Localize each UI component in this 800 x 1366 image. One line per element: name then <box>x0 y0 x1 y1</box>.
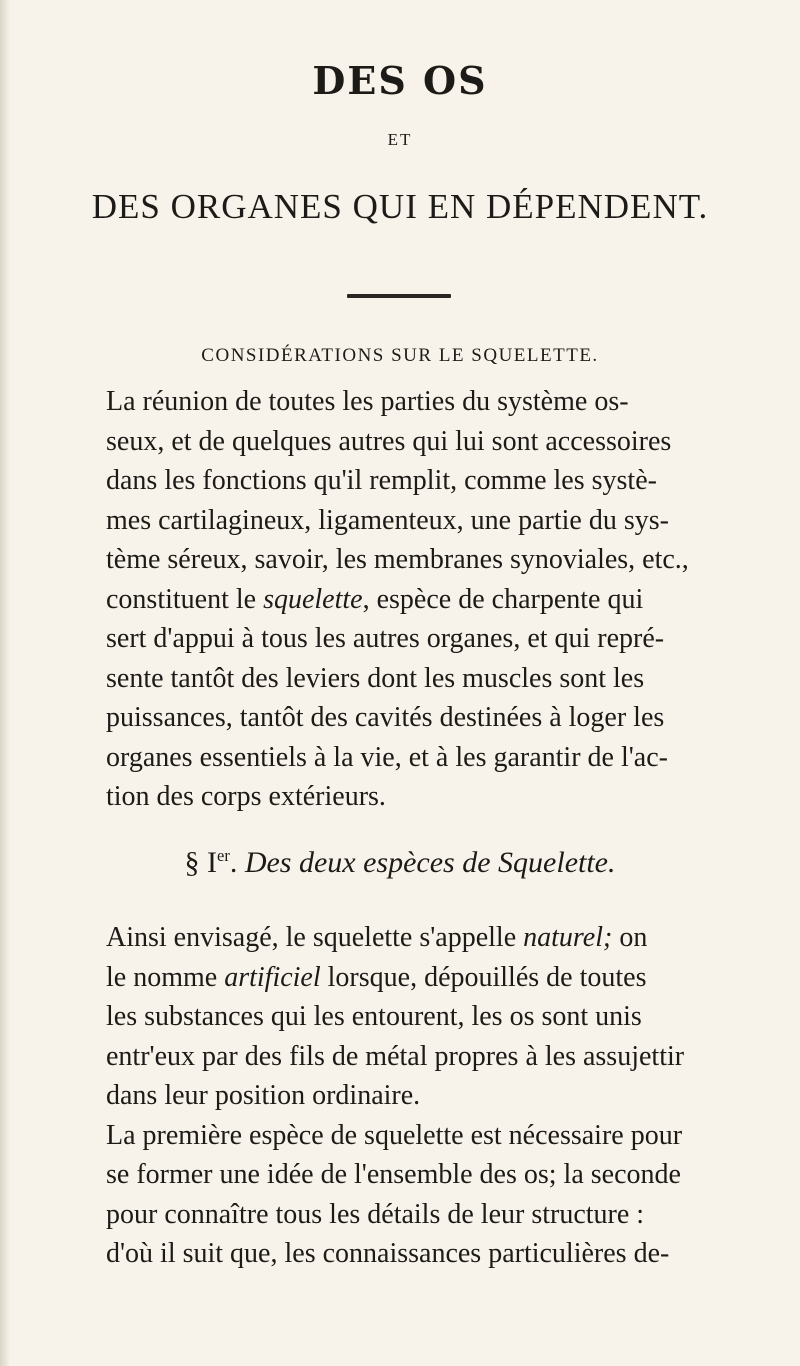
italic-term: naturel; <box>523 922 613 953</box>
title-conjunction: ET <box>387 130 413 149</box>
text-line: La réunion de toutes les parties du système os- <box>106 386 629 417</box>
text-line-squelette <box>106 580 800 620</box>
text-line: pour connaître tous les détails de leur structure : <box>106 1198 645 1230</box>
text-line: les substances qui les entourent, les os sont unis <box>106 1001 642 1032</box>
page-subtitle: DES ORGANES QUI EN DÉPENDENT. <box>91 187 709 226</box>
subsection-heading <box>0 846 800 880</box>
text-line: d'où il suit que, les connaissances particulières de- <box>106 1238 670 1269</box>
text-line: seux, et de quelques autres qui lui sont accessoires <box>106 425 672 457</box>
paragraph-2 <box>106 918 800 1274</box>
text-line: dans leur position ordinaire. <box>106 1080 421 1111</box>
text-line-naturel <box>106 918 800 958</box>
text-segment: Ainsi envisagé, le squelette s'appelle <box>106 922 524 953</box>
text-line: organes essentiels à la vie, et à les garantir de l'ac- <box>106 741 668 773</box>
text-line: puissances, tantôt des cavités destinées à loger les <box>106 702 665 733</box>
section-number-suffix: . <box>229 846 238 879</box>
paragraph-1 <box>106 382 800 817</box>
text-line: entr'eux par des fils de métal propres à les assujettir <box>106 1040 685 1072</box>
text-line-artificiel <box>106 958 800 998</box>
text-segment: on <box>612 922 648 953</box>
text-line: dans les fonctions qu'il remplit, comme les systè- <box>106 465 657 496</box>
section-number-sup: er <box>217 846 230 865</box>
italic-term: artificiel <box>224 961 321 993</box>
text-line: se former une idée de l'ensemble des os; la seconde <box>106 1159 681 1190</box>
text-segment: lorsque, dépouillés de toutes <box>320 961 647 993</box>
text-line: sert d'appui à tous les autres organes, et qui repré- <box>106 623 665 654</box>
divider-rule <box>347 294 451 298</box>
text-segment: le nomme <box>106 961 225 993</box>
subsection-title: Des deux espèces de Squelette. <box>244 846 616 879</box>
text-line: sente tantôt des leviers dont les muscles sont les <box>106 662 645 694</box>
text-line: tème séreux, savoir, les membranes synoviales, etc., <box>106 544 689 575</box>
text-segment: , espèce de charpente qui <box>362 583 644 615</box>
page-title: DES OS <box>312 58 488 103</box>
italic-term: squelette <box>263 583 363 615</box>
section-heading: CONSIDÉRATIONS SUR LE SQUELETTE. <box>201 345 599 366</box>
text-line: mes cartilagineux, ligamenteux, une partie du sys- <box>106 504 669 536</box>
text-line: tion des corps extérieurs. <box>106 781 386 812</box>
text-line: La première espèce de squelette est nécessaire pour <box>106 1119 683 1151</box>
text-segment: constituent le <box>106 583 264 615</box>
section-number: § I <box>184 846 217 879</box>
